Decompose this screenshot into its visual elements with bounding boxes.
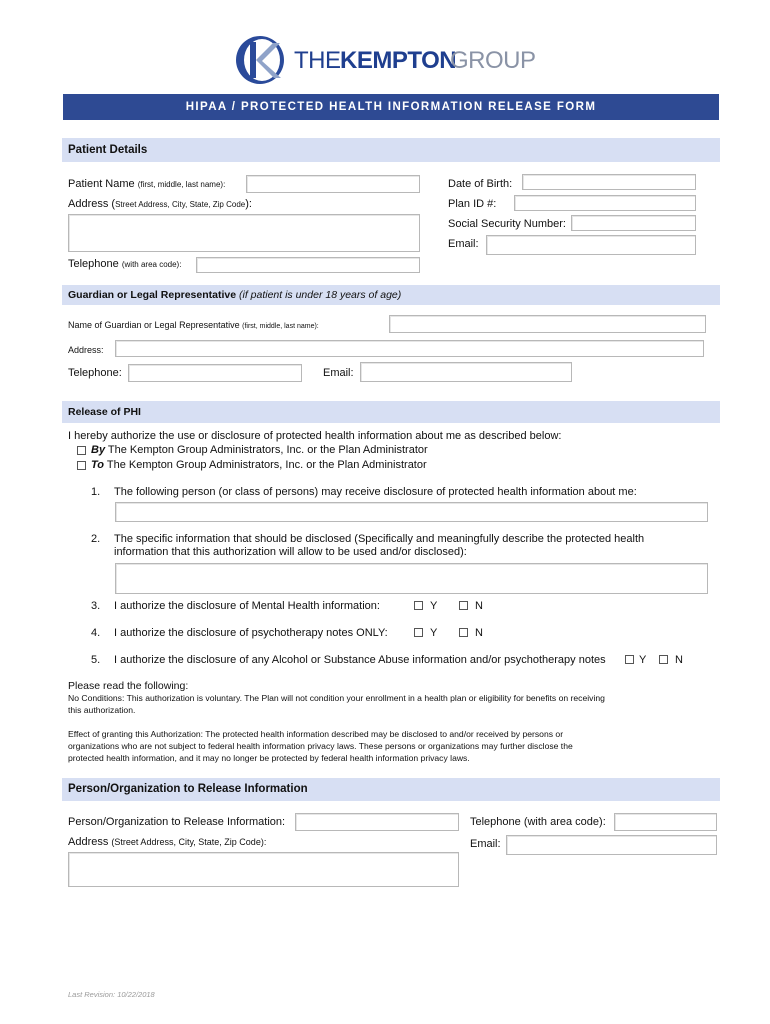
logo-text-kempton: KEMPTON: [340, 47, 457, 74]
org-address-hint: (Street Address, City, State, Zip Code):: [111, 837, 267, 847]
patient-address-hint: Street Address, City, State, Zip Code: [115, 200, 246, 209]
patient-address-field[interactable]: [68, 214, 420, 252]
last-revision: Last Revision: 10/22/2018: [68, 990, 155, 999]
org-address-label: [68, 836, 266, 849]
item4-yes-label: Y: [430, 627, 438, 639]
patient-name-field[interactable]: [246, 175, 420, 193]
org-telephone-label: Telephone (with area code):: [470, 816, 606, 828]
patient-email-field[interactable]: [486, 235, 696, 255]
item4-text: I authorize the disclosure of psychotherapy notes ONLY:: [114, 627, 388, 639]
item3-yes-checkbox[interactable]: [414, 601, 423, 610]
patient-address-label: [68, 198, 252, 211]
release-by-rest: The Kempton Group Administrators, Inc. or the Plan Administrator: [105, 444, 428, 456]
org-email-label: Email:: [470, 838, 501, 850]
no-conditions-line1: No Conditions: This authorization is voluntary. The Plan will not condition your enrollment in a health plan or eligibility for benefits on receiving: [68, 693, 605, 703]
item5-no-label: N: [675, 654, 683, 666]
patient-name-hint: (first, middle, last name):: [137, 180, 226, 189]
org-name-field[interactable]: [295, 813, 459, 831]
item3-no-checkbox[interactable]: [459, 601, 468, 610]
guardian-name-label: [68, 319, 319, 333]
item2-information-field[interactable]: [115, 563, 708, 594]
org-address-field[interactable]: [68, 852, 459, 887]
patient-details-header: Patient Details: [62, 138, 720, 162]
dob-label: Date of Birth:: [448, 178, 513, 190]
release-header: Release of PHI: [62, 401, 720, 423]
item1-text: The following person (or class of persons) may receive disclosure of protected health information about me:: [114, 486, 637, 498]
item3-yes-label: Y: [430, 600, 438, 612]
dob-field[interactable]: [522, 174, 696, 190]
kempton-k-logo-icon: [233, 34, 289, 86]
item5-yes-label: Y: [639, 654, 647, 666]
org-name-label: Person/Organization to Release Information:: [68, 816, 286, 828]
effect-line1: Effect of granting this Authorization: The protected health information described may be disclosed to and/or received by persons or: [68, 729, 564, 739]
release-to-rest: The Kempton Group Administrators, Inc. or the Plan Administrator: [104, 459, 427, 471]
release-to-option: [91, 459, 427, 472]
guardian-address-label: Address:: [68, 345, 104, 355]
effect-line2: organizations who are not subject to federal health information privacy laws. These persons or organizations may further disclose the: [68, 741, 573, 751]
patient-telephone-label: [68, 258, 181, 271]
patient-name-label: [68, 178, 225, 191]
guardian-name-field[interactable]: [389, 315, 706, 333]
item4-no-label: N: [475, 627, 483, 639]
org-address-label-text: Address: [68, 836, 109, 848]
item3-number: 3.: [91, 600, 101, 612]
item1-number: 1.: [91, 486, 101, 498]
release-by-checkbox[interactable]: [77, 446, 86, 455]
guardian-name-label-text: Name of Guardian or Legal Representative: [68, 320, 240, 330]
patient-address-close: ):: [245, 198, 252, 210]
logo-text-the: THE: [294, 47, 341, 74]
item5-yes-checkbox[interactable]: [625, 655, 634, 664]
item5-number: 5.: [91, 654, 101, 666]
org-email-field[interactable]: [506, 835, 717, 855]
patient-email-label: Email:: [448, 238, 479, 250]
patient-name-label-text: Patient Name: [68, 178, 135, 190]
release-by-emph: By: [91, 444, 106, 456]
item4-yes-checkbox[interactable]: [414, 628, 423, 637]
ssn-label: Social Security Number:: [448, 218, 566, 230]
release-to-emph: To: [91, 459, 105, 471]
no-conditions-line2: this authorization.: [68, 705, 136, 715]
item4-no-checkbox[interactable]: [459, 628, 468, 637]
plan-id-label: Plan ID #:: [448, 198, 497, 210]
item5-text: I authorize the disclosure of any Alcohol or Substance Abuse information and/or psychotherapy notes: [114, 654, 606, 666]
item2-text-line2: information that this authorization will allow to be used and/or disclosed):: [114, 546, 467, 558]
guardian-telephone-field[interactable]: [128, 364, 302, 382]
guardian-telephone-label: Telephone:: [68, 367, 122, 379]
patient-telephone-label-text: Telephone: [68, 258, 119, 270]
item5-no-checkbox[interactable]: [659, 655, 668, 664]
item2-number: 2.: [91, 533, 101, 545]
plan-id-field[interactable]: [514, 195, 696, 211]
item1-recipient-field[interactable]: [115, 502, 708, 522]
guardian-address-field[interactable]: [115, 340, 704, 357]
item3-no-label: N: [475, 600, 483, 612]
org-telephone-field[interactable]: [614, 813, 717, 831]
form-title: HIPAA / PROTECTED HEALTH INFORMATION RELEASE FORM: [63, 94, 719, 120]
item4-number: 4.: [91, 627, 101, 639]
logo-text-group: GROUP: [450, 47, 536, 74]
patient-telephone-field[interactable]: [196, 257, 420, 273]
guardian-name-hint: (first, middle, last name):: [242, 323, 319, 330]
please-read-label: Please read the following:: [68, 680, 189, 692]
patient-telephone-hint: (with area code):: [121, 260, 182, 269]
release-to-checkbox[interactable]: [77, 461, 86, 470]
guardian-header-text: Guardian or Legal Representative: [68, 289, 237, 301]
guardian-email-field[interactable]: [360, 362, 572, 382]
guardian-email-label: Email:: [323, 367, 354, 379]
org-header: Person/Organization to Release Information: [62, 778, 720, 801]
release-by-option: [91, 444, 428, 457]
release-intro: I hereby authorize the use or disclosure of protected health information about me as described below:: [68, 430, 562, 442]
ssn-field[interactable]: [571, 215, 696, 231]
guardian-header: [62, 285, 720, 305]
item3-text: I authorize the disclosure of Mental Health information:: [114, 600, 380, 612]
effect-line3: protected health information, and it may no longer be protected by federal health information privacy laws.: [68, 753, 470, 763]
patient-address-label-text: Address (: [68, 198, 116, 210]
item2-text-line1: The specific information that should be disclosed (Specifically and meaningfully describe the protected health: [114, 533, 645, 545]
guardian-header-note: (if patient is under 18 years of age): [238, 289, 402, 301]
